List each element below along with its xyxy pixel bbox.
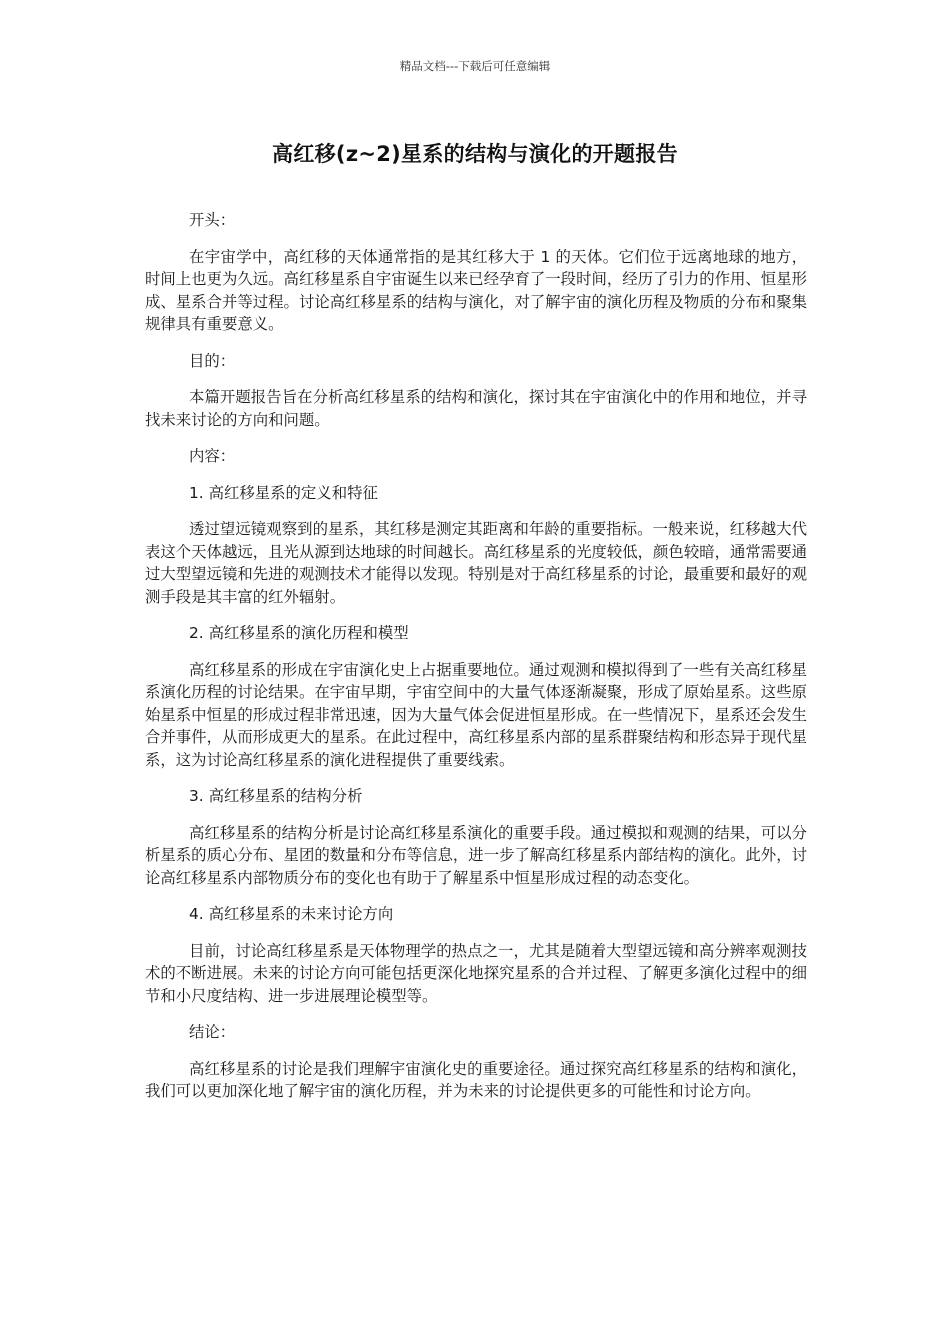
heading-3: 3. 高红移星系的结构分析: [189, 787, 363, 805]
header-note: 精品文档---下载后可任意编辑: [399, 59, 551, 73]
paragraph-3: 高红移星系的结构分析是讨论高红移星系演化的重要手段。通过模拟和观测的结果，可以分析星系的质心分布、星团的数量和分布等信息，进一步了解高红移星系内部结构的演化。此外，讨论高红移星系内部物质分布的变化也有助于了解星系中恒星形成过程的动态变化。: [145, 823, 807, 887]
section-label-content: 内容：: [189, 447, 236, 465]
document-body: [145, 209, 807, 1117]
paragraph-conclusion: 高红移星系的讨论是我们理解宇宙演化史的重要途径。通过探究高红移星系的结构和演化，我们可以更加深化地了解宇宙的演化历程，并为未来的讨论提供更多的可能性和讨论方向。: [145, 1059, 807, 1100]
paragraph-2: 高红移星系的形成在宇宙演化史上占据重要地位。通过观测和模拟得到了一些有关高红移星系演化历程的讨论结果。在宇宙早期，宇宙空间中的大量气体逐渐凝聚，形成了原始星系。这些原始星系中恒星的形成过程非常迅速，因为大量气体会促进恒星形成。在一些情况下，星系还会发生合并事件，从而形成更大的星系。在此过程中，高红移星系内部的星系群聚结构和形态异于现代星系，这为讨论高红移星系的演化进程提供了重要线索。: [145, 660, 807, 769]
paragraph-intro: 在宇宙学中，高红移的天体通常指的是其红移大于 1 的天体。它们位于远离地球的地方，时间上也更为久远。高红移星系自宇宙诞生以来已经孕育了一段时间，经历了引力的作用、恒星形成、星系合并等过程。讨论高红移星系的结构与演化，对了解宇宙的演化历程及物质的分布和聚集规律具有重要意义。: [145, 247, 807, 333]
heading-1: 1. 高红移星系的定义和特征: [189, 483, 378, 502]
heading-2: 2. 高红移星系的演化历程和模型: [189, 624, 409, 642]
section-label-purpose: 目的：: [189, 351, 236, 370]
heading-4: 4. 高红移星系的未来讨论方向: [189, 905, 394, 923]
paragraph-4: 目前，讨论高红移星系是天体物理学的热点之一，尤其是随着大型望远镜和高分辨率观测技术的不断进展。未来的讨论方向可能包括更深化地探究星系的合并过程、了解更多演化过程中的细节和小尺度结构、进一步进展理论模型等。: [145, 941, 807, 1005]
document-title: 高红移(z~2)星系的结构与演化的开题报告: [272, 142, 678, 166]
section-label-intro: 开头：: [189, 211, 236, 229]
paragraph-purpose: 本篇开题报告旨在分析高红移星系的结构和演化，探讨其在宇宙演化中的作用和地位，并寻找未来讨论的方向和问题。: [145, 388, 807, 429]
paragraph-1: 透过望远镜观察到的星系，其红移是测定其距离和年龄的重要指标。一般来说，红移越大代表这个天体越远，且光从源到达地球的时间越长。高红移星系的光度较低，颜色较暗，通常需要通过大型望远镜和先进的观测技术才能得以发现。特别是对于高红移星系的讨论，最重要和最好的观测手段是其丰富的红外辐射。: [145, 520, 807, 606]
section-label-conclusion: 结论：: [189, 1023, 236, 1041]
